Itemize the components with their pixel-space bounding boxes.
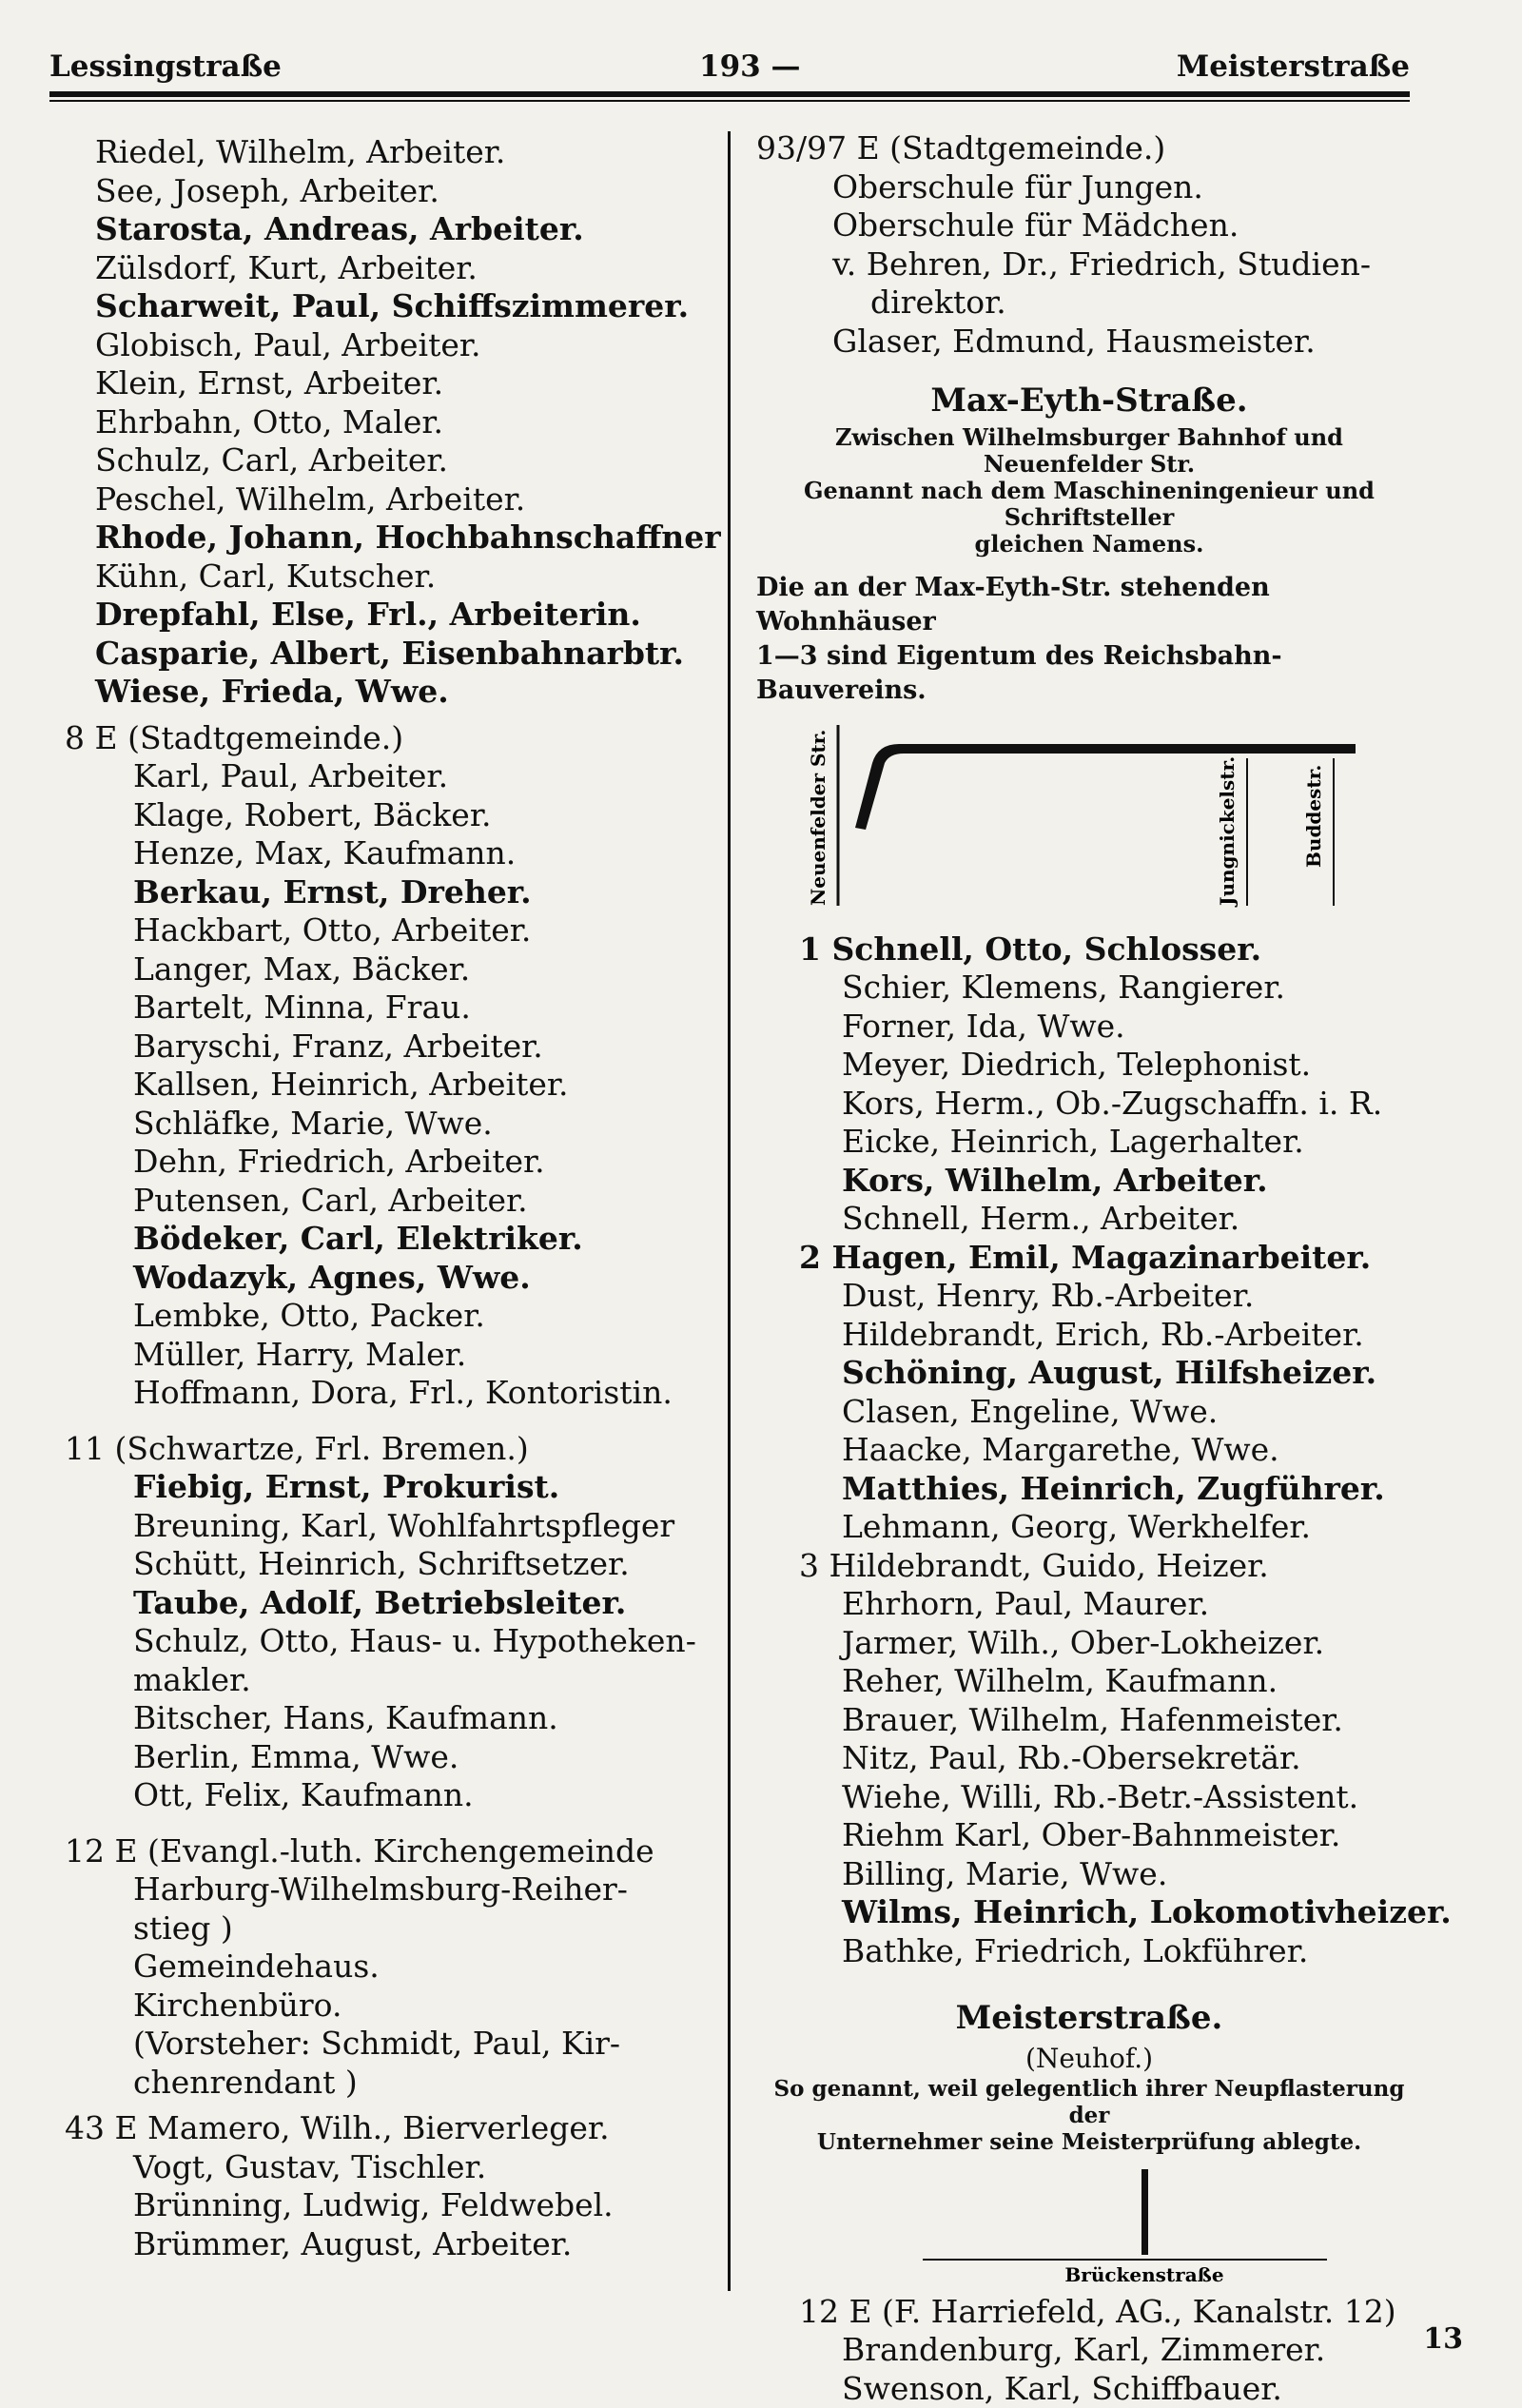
entry-line: Casparie, Albert, Eisenbahnarbtr.: [95, 635, 728, 674]
entry-line: Baryschi, Franz, Arbeiter.: [95, 1028, 728, 1067]
entry-line: v. Behren, Dr., Friedrich, Studien-: [756, 245, 1422, 284]
entry-line: Schnell, Herm., Arbeiter.: [756, 1200, 1422, 1239]
entry-line: Bartelt, Minna, Frau.: [95, 989, 728, 1028]
entry-line: Billing, Marie, Wwe.: [756, 1855, 1422, 1894]
max-eyth-location: Zwischen Wilhelmsburger Bahnhof und Neuenfelder Str.: [756, 424, 1422, 478]
entry-line: Haacke, Margarethe, Wwe.: [756, 1431, 1422, 1470]
entry-line: chenrendant ): [95, 2064, 728, 2103]
max-eyth-entries: [756, 930, 1422, 1971]
entry-line: Schulz, Otto, Haus- u. Hypotheken-: [95, 1622, 728, 1661]
entry-line: 11 (Schwartze, Frl. Bremen.): [65, 1430, 728, 1469]
entry-line: Globisch, Paul, Arbeiter.: [95, 326, 728, 365]
left-column: [95, 133, 728, 2263]
entry-line: Scharweit, Paul, Schiffszimmerer.: [95, 287, 728, 326]
entry-line: 12 E (F. Harriefeld, AG., Kanalstr. 12): [799, 2293, 1422, 2332]
entry-line: Langer, Max, Bäcker.: [95, 950, 728, 989]
entry-line: 43 E Mamero, Wilh., Bierverleger.: [65, 2109, 728, 2148]
jungnickelstr-label: Jungnickelstr.: [1216, 755, 1239, 907]
entry-line: Brauer, Wilhelm, Hafenmeister.: [756, 1701, 1422, 1740]
entry-line: Putensen, Carl, Arbeiter.: [95, 1182, 728, 1221]
entry-line: Starosta, Andreas, Arbeiter.: [95, 210, 728, 249]
entry-line: Fiebig, Ernst, Prokurist.: [95, 1468, 728, 1507]
entry-line: Kors, Herm., Ob.-Zugschaffn. i. R.: [756, 1085, 1422, 1124]
entry-line: 12 E (Evangl.-luth. Kirchengemeinde: [65, 1832, 728, 1871]
entry-line: 1 Schnell, Otto, Schlosser.: [799, 930, 1422, 969]
entry-line: Klein, Ernst, Arbeiter.: [95, 364, 728, 403]
entry-line: Hackbart, Otto, Arbeiter.: [95, 911, 728, 950]
brueckenstrasse-label: Brückenstraße: [1064, 2263, 1223, 2283]
entry-line: Breuning, Karl, Wohlfahrtspfleger: [95, 1507, 728, 1546]
column-divider: [728, 131, 731, 2291]
entry-line: Brünning, Ludwig, Feldwebel.: [95, 2186, 728, 2225]
entry-line: Ehrbahn, Otto, Maler.: [95, 403, 728, 442]
entry-line: Riedel, Wilhelm, Arbeiter.: [95, 133, 728, 172]
meister-naming-cont: Unternehmer seine Meisterprüfung ablegte.: [756, 2129, 1422, 2156]
entry-line: Clasen, Engeline, Wwe.: [756, 1393, 1422, 1432]
entry-line: Müller, Harry, Maler.: [95, 1336, 728, 1375]
meister-title: Meisterstraße.: [756, 1999, 1422, 2038]
entry-line: Drepfahl, Else, Frl., Arbeiterin.: [95, 596, 728, 635]
header-left-street: Lessingstraße: [49, 49, 282, 84]
meister-district: (Neuhof.): [756, 2042, 1422, 2076]
entry-line: Kühn, Carl, Kutscher.: [95, 558, 728, 597]
max-eyth-note-2: 1—3 sind Eigentum des Reichsbahn-Bauvereins.: [756, 639, 1422, 708]
entry-line: Nitz, Paul, Rb.-Obersekretär.: [756, 1739, 1422, 1778]
spacer: [95, 1815, 728, 1832]
entry-line: Brandenburg, Karl, Zimmerer.: [756, 2331, 1422, 2370]
entry-line: Wiese, Frieda, Wwe.: [95, 673, 728, 712]
footer-page-number: 13: [1423, 2322, 1463, 2356]
header-rule-thick: [49, 91, 1410, 97]
entry-line: Rhode, Johann, Hochbahnschaffner: [95, 519, 728, 558]
entry-line: Schläfke, Marie, Wwe.: [95, 1105, 728, 1144]
entry-line: Forner, Ida, Wwe.: [756, 1008, 1422, 1047]
entry-line: Hildebrandt, Erich, Rb.-Arbeiter.: [756, 1316, 1422, 1355]
entry-line: Schier, Klemens, Rangierer.: [756, 969, 1422, 1008]
entry-line: Meyer, Diedrich, Telephonist.: [756, 1046, 1422, 1085]
entry-line: Henze, Max, Kaufmann.: [95, 834, 728, 873]
entry-line: Jarmer, Wilh., Ober-Lokheizer.: [756, 1624, 1422, 1663]
entry-line: Kallsen, Heinrich, Arbeiter.: [95, 1066, 728, 1105]
entry-line: Vogt, Gustav, Tischler.: [95, 2148, 728, 2187]
max-eyth-street-map: [756, 715, 1365, 915]
max-eyth-street-shape: [855, 744, 1356, 830]
entry-line: Harburg-Wilhelmsburg-Reiher-: [95, 1870, 728, 1909]
entry-line: Kirchenbüro.: [95, 1987, 728, 2026]
spacer: [95, 712, 728, 719]
entry-line: Oberschule für Jungen.: [756, 168, 1422, 207]
entry-line: Schulz, Carl, Arbeiter.: [95, 441, 728, 480]
entry-line: Wodazyk, Agnes, Wwe.: [95, 1259, 728, 1298]
entry-line: Eicke, Heinrich, Lagerhalter.: [756, 1123, 1422, 1162]
entry-line: makler.: [95, 1661, 728, 1700]
entry-line: Lembke, Otto, Packer.: [95, 1297, 728, 1336]
entry-line: 2 Hagen, Emil, Magazinarbeiter.: [799, 1239, 1422, 1278]
meister-entries: [756, 2293, 1422, 2408]
entry-line: Schöning, August, Hilfsheizer.: [756, 1354, 1422, 1393]
entry-line: Zülsdorf, Kurt, Arbeiter.: [95, 249, 728, 288]
entry-line: Taube, Adolf, Betriebsleiter.: [95, 1584, 728, 1623]
entry-line: stieg ): [95, 1909, 728, 1948]
entry-line: Kors, Wilhelm, Arbeiter.: [756, 1162, 1422, 1201]
entry-line: Oberschule für Mädchen.: [756, 206, 1422, 245]
entry-line: Gemeindehaus.: [95, 1948, 728, 1987]
entry-line: Riehm Karl, Ober-Bahnmeister.: [756, 1816, 1422, 1855]
entry-line: 3 Hildebrandt, Guido, Heizer.: [799, 1547, 1422, 1586]
max-eyth-title: Max-Eyth-Straße.: [756, 382, 1422, 421]
entry-line: direktor.: [756, 284, 1422, 323]
right-top-entries: [756, 129, 1422, 361]
entry-line: Karl, Paul, Arbeiter.: [95, 757, 728, 796]
entry-line: Dust, Henry, Rb.-Arbeiter.: [756, 1277, 1422, 1316]
entry-line: Berlin, Emma, Wwe.: [95, 1738, 728, 1777]
entry-line: Brümmer, August, Arbeiter.: [95, 2225, 728, 2264]
spacer: [95, 1413, 728, 1430]
entry-line: (Vorsteher: Schmidt, Paul, Kir-: [95, 2025, 728, 2064]
entry-line: Bödeker, Carl, Elektriker.: [95, 1220, 728, 1259]
meister-street-line: [1142, 2169, 1148, 2255]
meister-naming: So genannt, weil gelegentlich ihrer Neupflasterung der: [756, 2076, 1422, 2129]
entry-line: 8 E (Stadtgemeinde.): [65, 719, 728, 758]
entry-line: Bathke, Friedrich, Lokführer.: [756, 1932, 1422, 1971]
entry-line: Wiehe, Willi, Rb.-Betr.-Assistent.: [756, 1778, 1422, 1817]
entry-line: Wilms, Heinrich, Lokomotivheizer.: [756, 1893, 1422, 1932]
entry-line: Klage, Robert, Bäcker.: [95, 796, 728, 835]
entry-line: Bitscher, Hans, Kaufmann.: [95, 1699, 728, 1738]
entry-line: See, Joseph, Arbeiter.: [95, 172, 728, 211]
entry-line: Lehmann, Georg, Werkhelfer.: [756, 1508, 1422, 1547]
entry-line: Peschel, Wilhelm, Arbeiter.: [95, 480, 728, 519]
entry-line: Dehn, Friedrich, Arbeiter.: [95, 1143, 728, 1182]
entry-line: Reher, Wilhelm, Kaufmann.: [756, 1662, 1422, 1701]
entry-line: Ehrhorn, Paul, Maurer.: [756, 1585, 1422, 1624]
entry-line: Ott, Felix, Kaufmann.: [95, 1776, 728, 1815]
header-rule-thin: [49, 100, 1410, 102]
header-right-street: Meisterstraße: [1177, 49, 1410, 84]
entry-line: Hoffmann, Dora, Frl., Kontoristin.: [95, 1374, 728, 1413]
header-page-number: 193 —: [699, 49, 801, 84]
entry-line: Swenson, Karl, Schiffbauer.: [756, 2370, 1422, 2408]
meister-street-map: [756, 2160, 1384, 2283]
neuenfelder-str-label: Neuenfelder Str.: [807, 729, 829, 905]
entry-line: Matthies, Heinrich, Zugführer.: [756, 1470, 1422, 1509]
max-eyth-naming: Genannt nach dem Maschineningenieur und Schriftsteller: [756, 478, 1422, 531]
max-eyth-naming-cont: gleichen Namens.: [756, 531, 1422, 558]
right-column: [756, 129, 1422, 2408]
entry-line: Schütt, Heinrich, Schriftsetzer.: [95, 1545, 728, 1584]
spacer: [95, 2102, 728, 2109]
max-eyth-note-1: Die an der Max-Eyth-Str. stehenden Wohnhäuser: [756, 571, 1422, 639]
buddestr-label: Buddestr.: [1302, 764, 1325, 867]
entry-line: 93/97 E (Stadtgemeinde.): [756, 129, 1422, 168]
entry-line: Glaser, Edmund, Hausmeister.: [756, 323, 1422, 362]
entry-line: Berkau, Ernst, Dreher.: [95, 873, 728, 912]
